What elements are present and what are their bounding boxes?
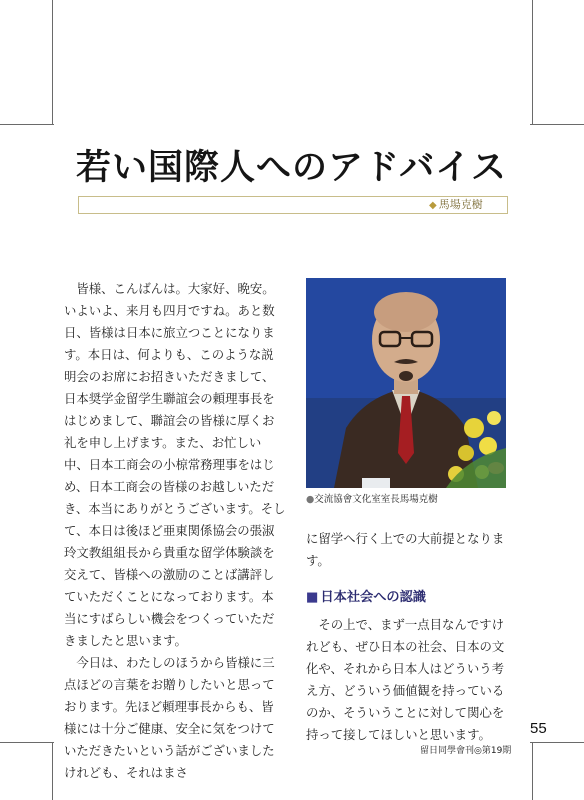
crop-mark-bottom-right — [532, 742, 533, 800]
body-paragraph: 皆様、こんばんは。大家好、晩安。いよいよ、来月も四月ですね。あと数日、皆様は日本に旅立つことになります。本日は、何よりも、このような説明会のお席にお招きいただきまして、日本奨学金留学生聯誼会の頼理事長をはじめまして、聯誼会の皆様に厚くお礼を申し上げます。また、お忙しい中、日本工商会の小椋常務理事をはじめ、日本工商会の皆様のお越しいただき、本当にありがとうございます。そして、本日は後ほど亜東関係協会の張淑玲文教組組長から貴重な留学体験談を交えて、皆様への激励のことば講評していただくことになっております。本当にすばらしい機会をつくっていただきましたと思います。 — [64, 281, 286, 648]
author-byline — [429, 197, 483, 213]
publication-footer: 留日同學會刊◎第19期 — [420, 746, 512, 756]
article-title: 若い国際人へのアドバイス — [76, 147, 507, 188]
body-lead-continuation: に留学へ行く上での大前提となります。 — [306, 531, 505, 568]
crop-mark-bottom-right-h — [530, 742, 584, 743]
crop-mark-right — [532, 0, 533, 124]
author-diamond-icon: ◆ — [429, 200, 437, 211]
crop-mark-bottom-left — [52, 742, 53, 800]
section-heading — [306, 588, 512, 608]
portrait-illustration — [306, 278, 506, 488]
caption-dot-icon: ● — [306, 494, 315, 505]
author-bar — [78, 196, 508, 214]
crop-mark-left — [52, 0, 53, 124]
crop-mark-bottom-left-h — [0, 742, 54, 743]
body-paragraph: 今日は、わたしのほうから皆様に三点ほどの言葉をお贈りしたいと思っております。先ほど頼理事長からも、皆様には十分ご健康、安全に気をつけていただきたいという話がございましたけれども、それはまさ — [64, 655, 275, 780]
section-square-icon: ■ — [306, 590, 319, 605]
body-right-column — [306, 528, 512, 746]
page-number: 55 — [530, 720, 547, 737]
body-paragraph: その上で、まず一点目なんですけれども、ぜひ日本の社会、日本の文化や、それから日本人はどういう考え方、どういう価値観を持っているのか、そういうことに対して関心を持って接してほしいと思います。 — [306, 617, 505, 742]
author-name: 馬場克樹 — [438, 198, 483, 211]
photo-caption — [306, 493, 516, 507]
portrait-photo — [306, 278, 506, 488]
crop-mark-top-left — [0, 124, 54, 125]
crop-mark-top-right — [530, 124, 584, 125]
caption-text: 交流協會文化室室長馬場克樹 — [314, 494, 438, 505]
section-heading-text: 日本社会への認識 — [320, 590, 426, 605]
body-left-column — [64, 278, 286, 784]
